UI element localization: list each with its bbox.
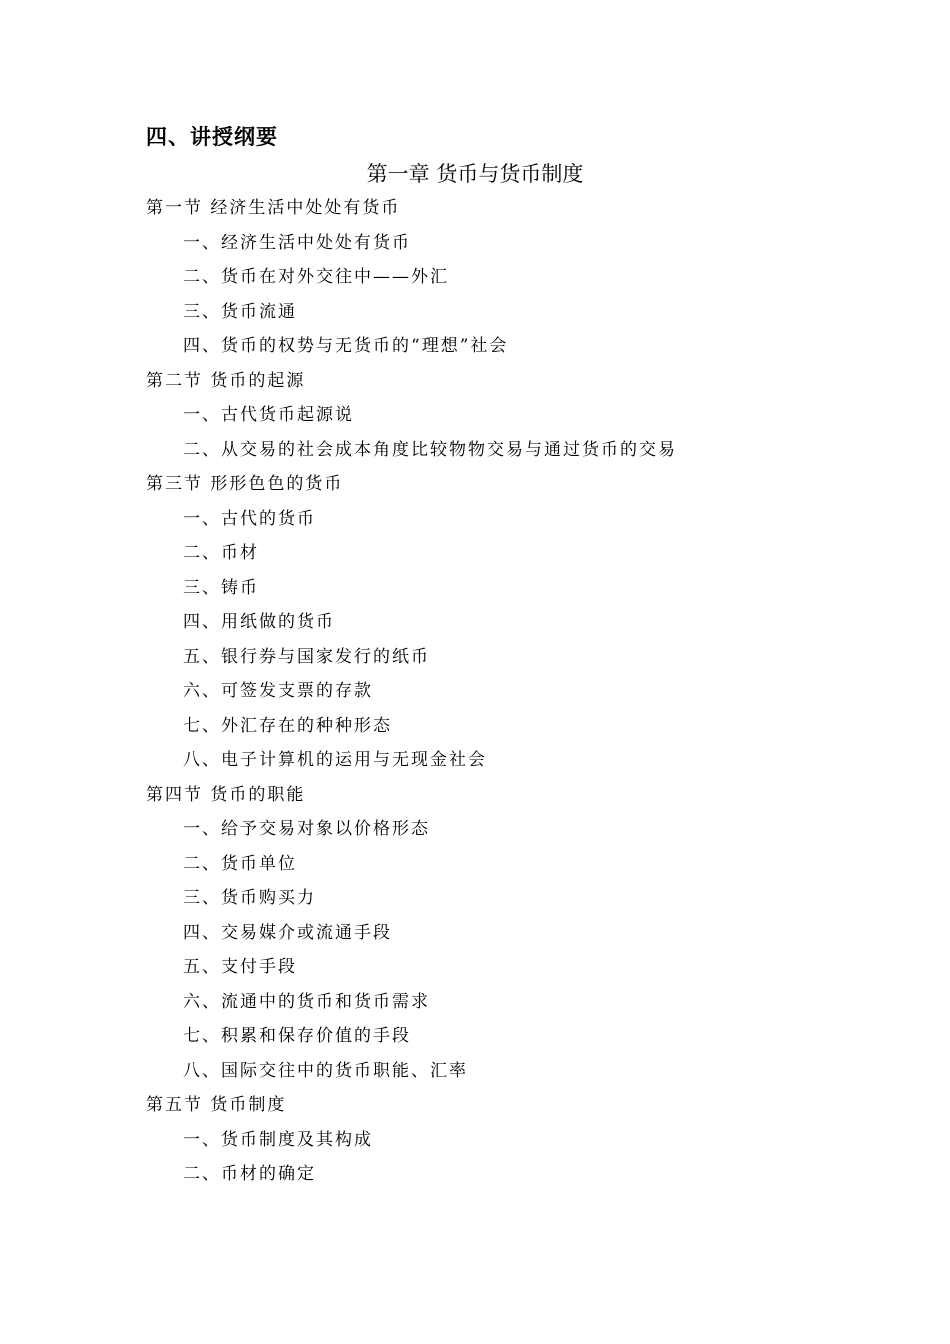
outline-item: 六、流通中的货币和货币需求 (183, 991, 430, 1012)
outline-item: 二、货币在对外交往中——外汇 (183, 267, 449, 287)
outline-item: 八、国际交往中的货币职能、汇率 (183, 1060, 468, 1081)
outline-item: 八、电子计算机的运用与无现金社会 (183, 750, 487, 770)
outline-item: 三、货币流通 (183, 301, 297, 322)
outline-item: 一、给予交易对象以价格形态 (183, 819, 430, 839)
outline-item: 二、币材的确定 (183, 1164, 316, 1184)
outline-item: 七、积累和保存价值的手段 (183, 1026, 411, 1046)
section-heading: 四、讲授纲要 (146, 125, 278, 149)
section-title: 第四节 货币的职能 (146, 784, 306, 805)
outline-item: 四、交易媒介或流通手段 (183, 922, 392, 943)
outline-item: 五、银行券与国家发行的纸币 (183, 646, 430, 667)
outline-item: 五、支付手段 (183, 957, 297, 977)
outline-item: 一、古代货币起源说 (183, 405, 354, 425)
section-title: 第五节 货币制度 (146, 1095, 287, 1115)
outline-item: 六、可签发支票的存款 (183, 681, 373, 701)
outline (146, 191, 846, 1192)
outline-item: 四、货币的权势与无货币的“理想”社会 (183, 336, 509, 356)
outline-item: 一、经济生活中处处有货币 (183, 232, 411, 253)
outline-item: 二、币材 (183, 543, 259, 563)
section-title: 第二节 货币的起源 (146, 370, 306, 391)
outline-item: 一、古代的货币 (183, 508, 316, 529)
outline-item: 一、货币制度及其构成 (183, 1129, 373, 1150)
outline-item: 二、从交易的社会成本角度比较物物交易与通过货币的交易 (183, 439, 677, 460)
outline-item: 三、铸币 (183, 577, 259, 598)
section-title: 第三节 形形色色的货币 (146, 474, 344, 494)
chapter-title: 第一章 货币与货币制度 (366, 162, 584, 186)
section-title: 第一节 经济生活中处处有货币 (146, 198, 401, 218)
outline-item: 七、外汇存在的种种形态 (183, 715, 392, 736)
outline-item: 四、用纸做的货币 (183, 612, 335, 632)
outline-item: 三、货币购买力 (183, 888, 316, 908)
outline-item: 二、货币单位 (183, 853, 297, 874)
